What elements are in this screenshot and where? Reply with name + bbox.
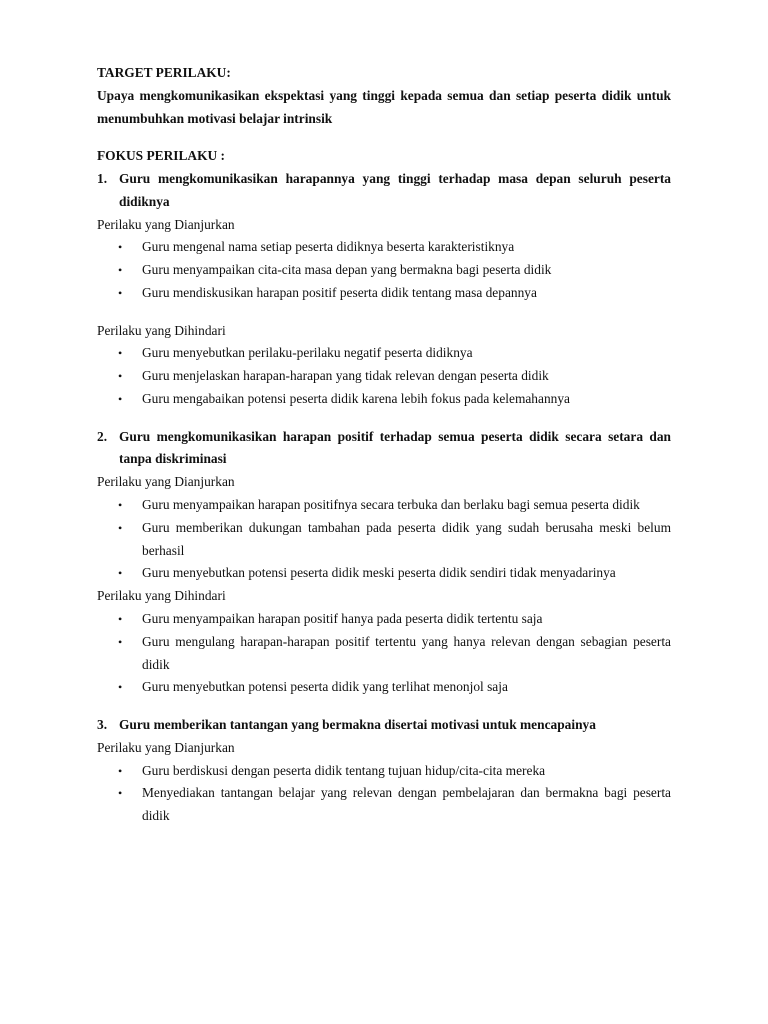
bullet-icon: • [118, 346, 123, 361]
avoided-label: Perilaku yang Dihindari [97, 322, 226, 338]
list-item: • Guru menyebutkan potensi peserta didik meski peserta didik sendiri tidak menyadarinya [97, 562, 671, 585]
list-item: • Guru menyampaikan harapan positifnya secara terbuka dan berlaku bagi semua peserta didik [97, 494, 671, 517]
item-number: 1. [97, 170, 108, 186]
fokus-item-1 [97, 168, 671, 214]
recommended-list [97, 494, 671, 585]
document-page [97, 62, 671, 828]
list-item: • Guru berdiskusi dengan peserta didik tentang tujuan hidup/cita-cita mereka [97, 760, 671, 783]
item-title: Guru mengkomunikasikan harapan positif terhadap semua peserta didik secara setara dan tanpa diskriminasi [119, 428, 671, 467]
avoided-list [97, 342, 671, 410]
list-item: • Guru menyampaikan cita-cita masa depan yang bermakna bagi peserta didik [97, 259, 671, 282]
recommended-label: Perilaku yang Dianjurkan [97, 216, 235, 232]
item-title: Guru memberikan tantangan yang bermakna disertai motivasi untuk mencapainya [119, 716, 596, 732]
bullet-icon: • [118, 520, 123, 535]
bullet-icon: • [118, 611, 123, 626]
bullet-icon: • [118, 680, 123, 695]
bullet-icon: • [118, 391, 123, 406]
recommended-label: Perilaku yang Dianjurkan [97, 739, 235, 755]
bullet-icon: • [118, 634, 123, 649]
item-number: 2. [97, 428, 108, 444]
bullet-icon: • [118, 497, 123, 512]
avoided-label: Perilaku yang Dihindari [97, 588, 226, 604]
bullet-icon: • [118, 240, 123, 255]
bullet-icon: • [118, 566, 123, 581]
list-item: • Guru mendiskusikan harapan positif peserta didik tentang masa depannya [97, 282, 671, 305]
bullet-icon: • [118, 369, 123, 384]
bullet-icon: • [118, 263, 123, 278]
bullet-icon: • [118, 285, 123, 300]
bullet-icon: • [118, 786, 123, 801]
list-item: • Guru mengulang harapan-harapan positif tertentu yang hanya relevan dengan sebagian peserta didik [97, 631, 671, 677]
spacer [97, 699, 671, 714]
avoided-list [97, 608, 671, 699]
spacer [97, 130, 671, 145]
spacer [97, 411, 671, 426]
bullet-icon: • [118, 763, 123, 778]
target-text: Upaya mengkomunikasikan ekspektasi yang tinggi kepada semua dan setiap peserta didik untuk menumbuhkan motivasi belajar intrinsik [97, 87, 671, 126]
list-item: • Guru mengenal nama setiap peserta didiknya beserta karakteristiknya [97, 236, 671, 259]
item-title: Guru mengkomunikasikan harapannya yang tinggi terhadap masa depan seluruh peserta didiknya [119, 170, 671, 209]
list-item: • Guru menyebutkan perilaku-perilaku negatif peserta didiknya [97, 342, 671, 365]
fokus-heading: FOKUS PERILAKU : [97, 148, 225, 164]
recommended-list [97, 760, 671, 828]
fokus-item-2 [97, 426, 671, 472]
list-item: • Guru menyampaikan harapan positif hanya pada peserta didik tertentu saja [97, 608, 671, 631]
list-item: • Guru mengabaikan potensi peserta didik karena lebih fokus pada kelemahannya [97, 388, 671, 411]
item-number: 3. [97, 716, 108, 732]
list-item: • Guru menyebutkan potensi peserta didik yang terlihat menonjol saja [97, 676, 671, 699]
recommended-list [97, 236, 671, 304]
spacer [97, 305, 671, 320]
list-item: • Guru menjelaskan harapan-harapan yang tidak relevan dengan peserta didik [97, 365, 671, 388]
target-heading: TARGET PERILAKU: [97, 65, 231, 80]
fokus-item-3 [97, 714, 671, 737]
recommended-label: Perilaku yang Dianjurkan [97, 474, 235, 490]
list-item: • Guru memberikan dukungan tambahan pada peserta didik yang sudah berusaha meski belum berhasil [97, 517, 671, 563]
list-item: • Menyediakan tantangan belajar yang relevan dengan pembelajaran dan bermakna bagi peserta didik [97, 782, 671, 828]
